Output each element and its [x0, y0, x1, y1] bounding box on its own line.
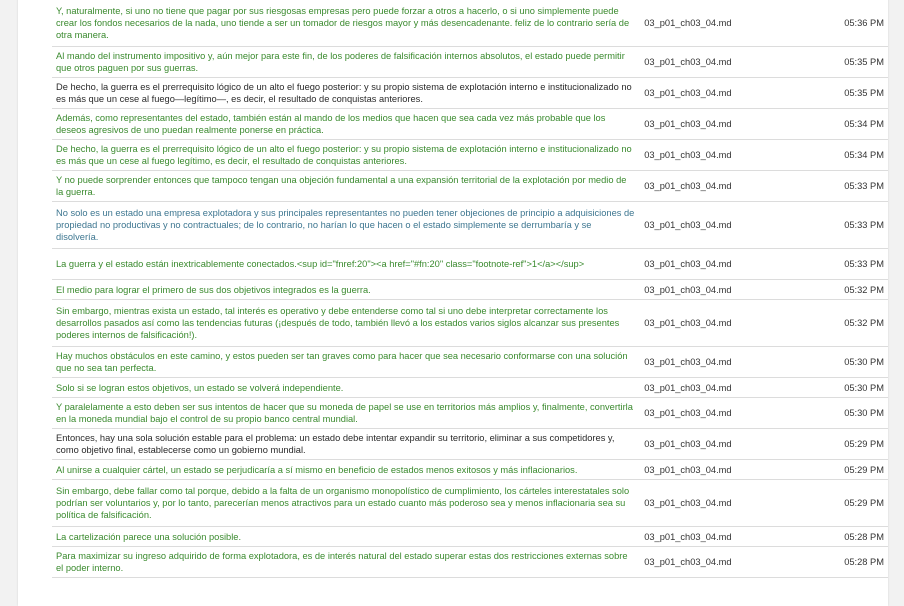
row-file: 03_p01_ch03_04.md — [640, 429, 801, 460]
table-row[interactable] — [52, 480, 888, 527]
row-time: 05:29 PM — [801, 429, 888, 460]
history-panel — [18, 0, 888, 606]
row-text[interactable]: La guerra y el estado están inextricablemente conectados.<sup id="fnref:20"><a href="#fn:20" class="footnote-ref">1</a></sup> — [52, 249, 640, 280]
row-file: 03_p01_ch03_04.md — [640, 280, 801, 300]
row-file: 03_p01_ch03_04.md — [640, 347, 801, 378]
row-file: 03_p01_ch03_04.md — [640, 398, 801, 429]
row-text[interactable]: Sin embargo, debe fallar como tal porque, debido a la falta de un organismo monopolístico de cumplimiento, los cárteles interestatales solo podrían ser voluntarios y, por lo tanto, parecerían menos atractivos para un estado cuanto más poderoso sea y menos inflacionaria sea su política de falsificación. — [52, 480, 640, 527]
row-time: 05:29 PM — [801, 460, 888, 480]
row-text[interactable]: Al unirse a cualquier cártel, un estado se perjudicaría a sí mismo en beneficio de estados menos exitosos y más inflacionarios. — [52, 460, 640, 480]
table-row[interactable] — [52, 429, 888, 460]
row-text[interactable]: Sin embargo, mientras exista un estado, tal interés es operativo y debe entenderse como tal si uno debe interpretar correctamente los desarrollos pasados así como las tendencias futuras (¡después de todo, también llevó a los estados varios siglos alcanzar sus presentes poderes internos de falsificación!). — [52, 300, 640, 347]
row-text[interactable]: De hecho, la guerra es el prerrequisito lógico de un alto el fuego posterior: y su propio sistema de explotación interno e institucionalizado no es más que un cese al fuego legítimo, es decir, el resultado de conquistas anteriores. — [52, 140, 640, 171]
row-text[interactable]: Además, como representantes del estado, también están al mando de los medios que hacen que sea cada vez más probable que los deseos agresivos de uno puedan realmente ponerse en práctica. — [52, 109, 640, 140]
row-file: 03_p01_ch03_04.md — [640, 547, 801, 578]
row-time: 05:34 PM — [801, 109, 888, 140]
row-file: 03_p01_ch03_04.md — [640, 0, 801, 47]
row-time: 05:32 PM — [801, 300, 888, 347]
row-time: 05:29 PM — [801, 480, 888, 527]
row-file: 03_p01_ch03_04.md — [640, 171, 801, 202]
row-time: 05:32 PM — [801, 280, 888, 300]
row-text[interactable]: No solo es un estado una empresa explotadora y sus principales representantes no pueden tener objeciones de principio a adquisiciones de propiedad no productivas y no contractuales; de lo contrario, no harían lo que hacen o el estado simplemente se derrumbaría y se disolvería. — [52, 202, 640, 249]
table-row[interactable] — [52, 300, 888, 347]
row-time: 05:30 PM — [801, 398, 888, 429]
row-file: 03_p01_ch03_04.md — [640, 140, 801, 171]
row-file: 03_p01_ch03_04.md — [640, 78, 801, 109]
row-time: 05:33 PM — [801, 249, 888, 280]
row-time: 05:35 PM — [801, 47, 888, 78]
history-table — [52, 0, 888, 578]
table-row[interactable] — [52, 171, 888, 202]
row-file: 03_p01_ch03_04.md — [640, 249, 801, 280]
row-text[interactable]: Entonces, hay una sola solución estable para el problema: un estado debe intentar expandir su territorio, eliminar a sus competidores y, como objetivo final, establecerse como un gobierno mundial. — [52, 429, 640, 460]
table-row[interactable] — [52, 547, 888, 578]
row-time: 05:35 PM — [801, 78, 888, 109]
table-row[interactable] — [52, 527, 888, 547]
row-file: 03_p01_ch03_04.md — [640, 527, 801, 547]
row-text[interactable]: De hecho, la guerra es el prerrequisito lógico de un alto el fuego posterior: y su propio sistema de explotación interno e institucionalizado no es más que un cese al fuego—legítimo—, es decir, el resultado de conquistas anteriores. — [52, 78, 640, 109]
row-text[interactable]: Solo si se logran estos objetivos, un estado se volverá independiente. — [52, 378, 640, 398]
history-table-body — [52, 0, 888, 578]
row-text[interactable]: Y paralelamente a esto deben ser sus intentos de hacer que su moneda de papel se use en territorios más amplios y, finalmente, convertirla en la moneda mundial bajo el control de su propio banco central mundial. — [52, 398, 640, 429]
table-row[interactable] — [52, 347, 888, 378]
table-row[interactable] — [52, 249, 888, 280]
table-row[interactable] — [52, 378, 888, 398]
row-file: 03_p01_ch03_04.md — [640, 460, 801, 480]
row-text[interactable]: Hay muchos obstáculos en este camino, y estos pueden ser tan graves como para hacer que sea necesario conformarse con una solución que no sea tan perfecta. — [52, 347, 640, 378]
row-text[interactable]: Al mando del instrumento impositivo y, aún mejor para este fin, de los poderes de falsificación internos absolutos, el estado puede permitir que otros paguen por sus guerras. — [52, 47, 640, 78]
row-time: 05:28 PM — [801, 527, 888, 547]
table-row[interactable] — [52, 460, 888, 480]
table-row[interactable] — [52, 140, 888, 171]
table-row[interactable] — [52, 109, 888, 140]
row-time: 05:30 PM — [801, 347, 888, 378]
table-row[interactable] — [52, 78, 888, 109]
row-file: 03_p01_ch03_04.md — [640, 378, 801, 398]
table-row[interactable] — [52, 202, 888, 249]
row-file: 03_p01_ch03_04.md — [640, 300, 801, 347]
row-text[interactable]: Y, naturalmente, si uno no tiene que pagar por sus riesgosas empresas pero puede forzar a otros a hacerlo, o si uno simplemente puede crear los fondos necesarios de la nada, uno tiende a ser un tomador de riesgos mayor y más desencadenante. feliz de lo contrario sería de otra manera. — [52, 0, 640, 47]
table-row[interactable] — [52, 398, 888, 429]
row-time: 05:28 PM — [801, 547, 888, 578]
row-file: 03_p01_ch03_04.md — [640, 480, 801, 527]
row-time: 05:33 PM — [801, 202, 888, 249]
row-file: 03_p01_ch03_04.md — [640, 47, 801, 78]
row-text[interactable]: La cartelización parece una solución posible. — [52, 527, 640, 547]
row-text[interactable]: Y no puede sorprender entonces que tampoco tengan una objeción fundamental a una expansión territorial de la explotación por medio de la guerra. — [52, 171, 640, 202]
row-file: 03_p01_ch03_04.md — [640, 202, 801, 249]
table-row[interactable] — [52, 47, 888, 78]
table-row[interactable] — [52, 0, 888, 47]
row-time: 05:30 PM — [801, 378, 888, 398]
row-file: 03_p01_ch03_04.md — [640, 109, 801, 140]
row-time: 05:36 PM — [801, 0, 888, 47]
table-row[interactable] — [52, 280, 888, 300]
row-text[interactable]: El medio para lograr el primero de sus dos objetivos integrados es la guerra. — [52, 280, 640, 300]
row-time: 05:33 PM — [801, 171, 888, 202]
row-text[interactable]: Para maximizar su ingreso adquirido de forma explotadora, es de interés natural del estado superar estas dos restricciones externas sobre el poder interno. — [52, 547, 640, 578]
row-time: 05:34 PM — [801, 140, 888, 171]
